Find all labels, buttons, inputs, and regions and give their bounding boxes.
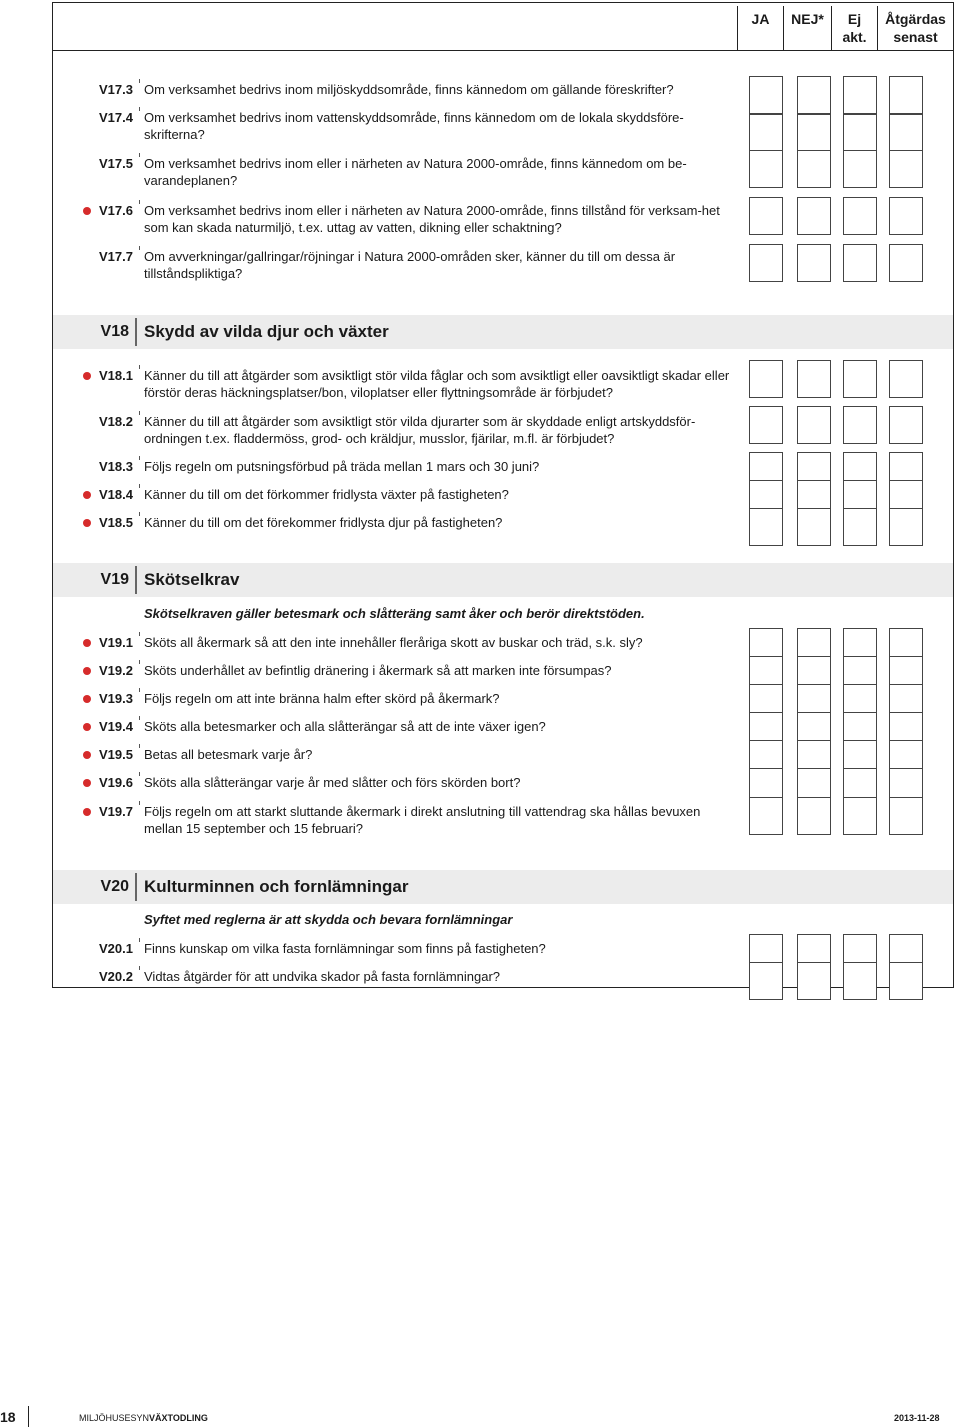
ej-akt-checkbox[interactable] (843, 797, 877, 835)
col-header-nej: NEJ* (783, 6, 831, 50)
ej-akt-checkbox[interactable] (843, 406, 877, 444)
row-separator (139, 966, 140, 970)
question-text: Vidtas åtgärder för att undvika skador på fasta fornlämningar? (144, 969, 501, 984)
row-separator (139, 200, 140, 204)
atgardas-senast-field[interactable] (889, 508, 923, 546)
question-code: V18.2 (99, 414, 133, 429)
row-separator (139, 744, 140, 748)
question-text: Känner du till att åtgärder som avsiktligt stör vilda fåglar och som avsiktligt eller oavsiktligt skadar eller förstör deras häckningsplatser/bon, viloplatser eller flyttningsområde är förbjudet? (144, 368, 730, 400)
row-separator (139, 716, 140, 720)
question-code: V20.2 (99, 969, 133, 984)
question-code: V19.2 (99, 663, 133, 678)
question-text: Känner du till om det förekommer fridlysta djur på fastigheten? (144, 515, 503, 530)
ej-akt-checkbox[interactable] (843, 360, 877, 398)
col-header-ej-akt: Ej akt. (831, 6, 877, 50)
question-text: Betas all betesmark varje år? (144, 747, 313, 762)
section-title: Skydd av vilda djur och växter (144, 322, 389, 341)
nej-checkbox[interactable] (797, 508, 831, 546)
question-code: V20.1 (99, 941, 133, 956)
section-header (53, 315, 953, 349)
ej-akt-checkbox[interactable] (843, 197, 877, 235)
question-code: V17.3 (99, 82, 133, 97)
ja-checkbox[interactable] (749, 150, 783, 188)
section-divider (135, 873, 137, 901)
nej-checkbox[interactable] (797, 197, 831, 235)
question-text: Känner du till om det förkommer fridlysta växter på fastigheten? (144, 487, 509, 502)
row-separator (139, 938, 140, 942)
ja-checkbox[interactable] (749, 76, 783, 114)
ej-akt-checkbox[interactable] (843, 76, 877, 114)
question-text: Om verksamhet bedrivs inom miljöskyddsområde, finns kännedom om gällande föreskrifter? (144, 82, 674, 97)
atgardas-senast-field[interactable] (889, 150, 923, 188)
row-separator (139, 688, 140, 692)
question-text: Om verksamhet bedrivs inom eller i närheten av Natura 2000-område, finns kännedom om be-varandeplanen? (144, 156, 687, 188)
ja-checkbox[interactable] (749, 244, 783, 282)
question-text: Sköts all åkermark så att den inte innehåller fleråriga skott av buskar och träd, s.k. sly? (144, 635, 643, 650)
question-code: V17.6 (99, 203, 133, 218)
footer-divider (28, 1406, 29, 1427)
section-intro: Skötselkraven gäller betesmark och slåtteräng samt åker och berör direktstöden. (144, 606, 645, 621)
atgardas-senast-field[interactable] (889, 114, 923, 152)
question-text: Sköts underhållet av befintlig dränering i åkermark så att marken inte försumpas? (144, 663, 612, 678)
question-code: V17.7 (99, 249, 133, 264)
question-text: Finns kunskap om vilka fasta fornlämningar som finns på fastigheten? (144, 941, 546, 956)
question-code: V19.7 (99, 804, 133, 819)
row-separator (139, 107, 140, 111)
row-separator (139, 153, 140, 157)
atgardas-senast-field[interactable] (889, 406, 923, 444)
ja-checkbox[interactable] (749, 406, 783, 444)
nej-checkbox[interactable] (797, 150, 831, 188)
ej-akt-checkbox[interactable] (843, 244, 877, 282)
row-separator (139, 79, 140, 83)
question-code: V18.1 (99, 368, 133, 383)
question-code: V18.5 (99, 515, 133, 530)
question-text: Känner du till att åtgärder som avsiktligt stör vilda djurarter som är skyddade enligt artskyddsför-ordningen t.ex. fladdermöss, grod- och kräldjur, musslor, fjärilar, m.fl. är förbjudet? (144, 414, 696, 446)
question-text: Följs regeln om putsningsförbud på träda mellan 1 mars och 30 juni? (144, 459, 540, 474)
question-code: V17.4 (99, 110, 133, 125)
ja-checkbox[interactable] (749, 114, 783, 152)
nej-checkbox[interactable] (797, 406, 831, 444)
atgardas-senast-field[interactable] (889, 962, 923, 1000)
atgardas-senast-field[interactable] (889, 197, 923, 235)
row-separator (139, 365, 140, 369)
section-title: Skötselkrav (144, 570, 240, 589)
ej-akt-checkbox[interactable] (843, 962, 877, 1000)
section-intro: Syftet med reglerna är att skydda och bevara fornlämningar (144, 912, 513, 927)
row-separator (139, 512, 140, 516)
question-code: V18.4 (99, 487, 133, 502)
footer-brand: MILJÖHUSESYNVÄXTODLING (79, 1413, 208, 1423)
atgardas-senast-field[interactable] (889, 360, 923, 398)
nej-checkbox[interactable] (797, 244, 831, 282)
question-text: Om avverkningar/gallringar/röjningar i Natura 2000-områden sker, känner du till om dessa är tillståndspliktiga? (144, 249, 676, 281)
ej-akt-checkbox[interactable] (843, 150, 877, 188)
section-code: V19 (100, 571, 129, 588)
atgardas-senast-field[interactable] (889, 76, 923, 114)
footer-date: 2013-11-28 (894, 1413, 940, 1423)
col-header-ja: JA (737, 6, 783, 50)
nej-checkbox[interactable] (797, 962, 831, 1000)
row-separator (139, 660, 140, 664)
col-header-atgardas-senast: Åtgärdas senast (877, 6, 953, 50)
row-separator (139, 411, 140, 415)
question-code: V18.3 (99, 459, 133, 474)
atgardas-senast-field[interactable] (889, 797, 923, 835)
question-text: Om verksamhet bedrivs inom eller i närheten av Natura 2000-område, finns tillstånd för verksam-het som kan skada naturmiljö, t.ex. uttag av vatten, dikning eller schaktning? (144, 203, 720, 235)
question-code: V19.6 (99, 775, 133, 790)
row-separator (139, 246, 140, 250)
ej-akt-checkbox[interactable] (843, 114, 877, 152)
question-code: V19.1 (99, 635, 133, 650)
section-code: V18 (100, 323, 129, 340)
section-code: V20 (100, 878, 129, 895)
ja-checkbox[interactable] (749, 360, 783, 398)
question-text: Sköts alla betesmarker och alla slåtterängar så att de inte växer igen? (144, 719, 546, 734)
question-code: V17.5 (99, 156, 133, 171)
header-divider (53, 50, 953, 51)
question-text: Sköts alla slåtterängar varje år med slåtter och förs skörden bort? (144, 775, 521, 790)
question-code: V19.3 (99, 691, 133, 706)
nej-checkbox[interactable] (797, 76, 831, 114)
section-header (53, 563, 953, 597)
section-divider (135, 318, 137, 346)
ej-akt-checkbox[interactable] (843, 508, 877, 546)
page-number: 18 (0, 1409, 16, 1425)
row-separator (139, 801, 140, 805)
ja-checkbox[interactable] (749, 962, 783, 1000)
section-header (53, 870, 953, 904)
question-code: V19.5 (99, 747, 133, 762)
row-separator (139, 484, 140, 488)
row-separator (139, 456, 140, 460)
ja-checkbox[interactable] (749, 197, 783, 235)
atgardas-senast-field[interactable] (889, 244, 923, 282)
row-separator (139, 632, 140, 636)
row-separator (139, 772, 140, 776)
question-text: Följs regeln om att starkt sluttande åkermark i direkt anslutning till vattendrag ska hållas bevuxen mellan 15 september och 15 februari? (144, 804, 701, 836)
nej-checkbox[interactable] (797, 114, 831, 152)
nej-checkbox[interactable] (797, 797, 831, 835)
ja-checkbox[interactable] (749, 508, 783, 546)
section-title: Kulturminnen och fornlämningar (144, 877, 409, 896)
nej-checkbox[interactable] (797, 360, 831, 398)
ja-checkbox[interactable] (749, 797, 783, 835)
section-divider (135, 566, 137, 594)
question-text: Följs regeln om att inte bränna halm efter skörd på åkermark? (144, 691, 500, 706)
question-text: Om verksamhet bedrivs inom vattenskyddsområde, finns kännedom om de lokala skyddsföre-skrifterna? (144, 110, 684, 142)
question-code: V19.4 (99, 719, 133, 734)
